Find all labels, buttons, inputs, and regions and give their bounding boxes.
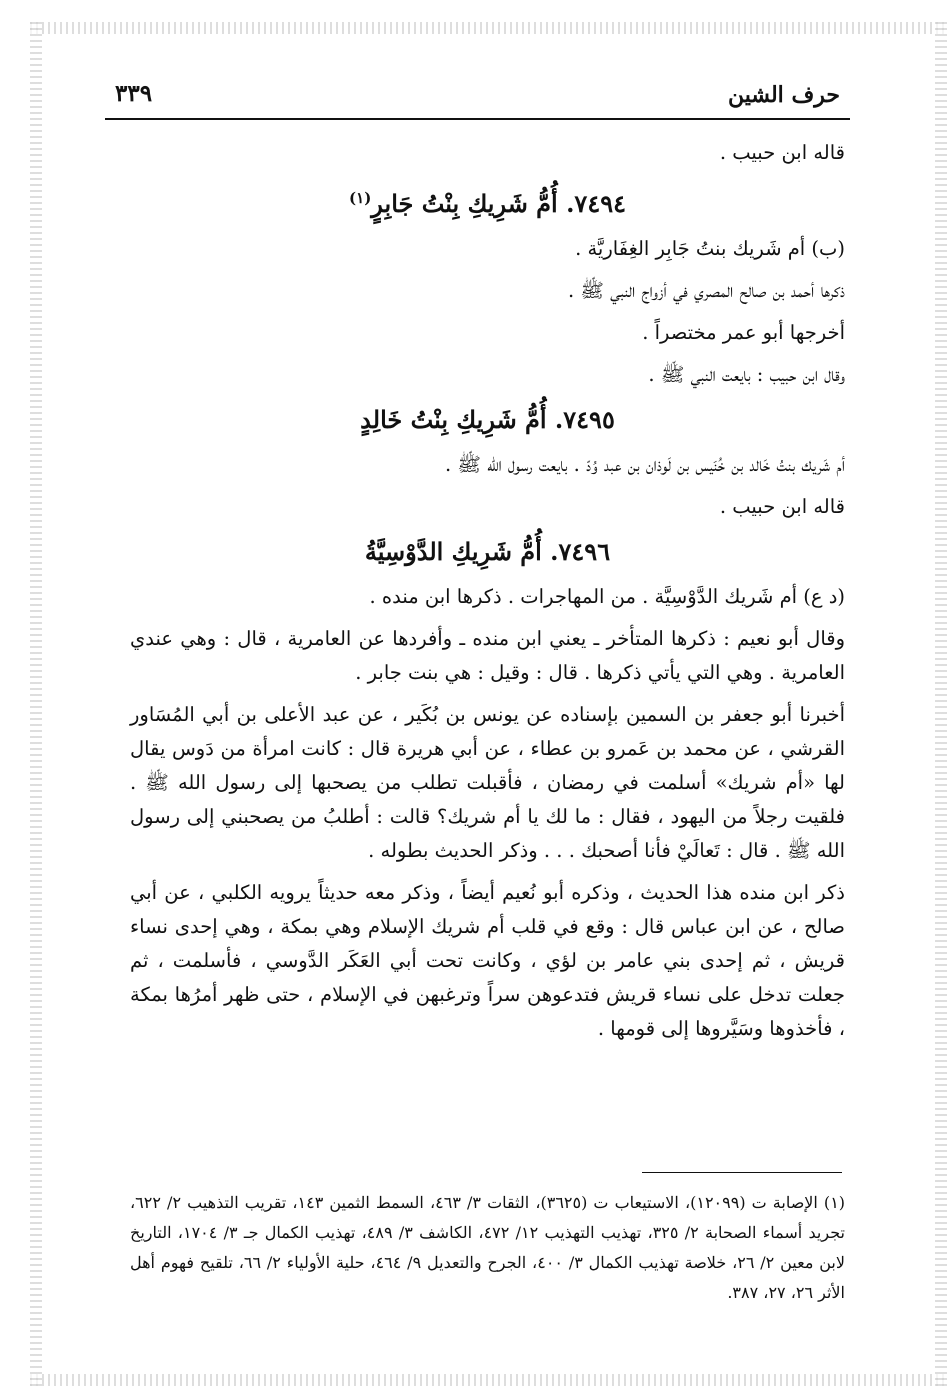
paragraph: قاله ابن حبيب . (719, 141, 845, 164)
paragraph: ذكرها أحمد بن صالح المصري في أزواج النبي ﷺ . (567, 279, 845, 302)
paragraph: أخبرنا أبو جعفر بن السمين بإسناده عن يونس بن بُكَير ، عن عبد الأعلى بن أبي المُسَاور القرشي ، عن محمد بن عَمرو بن عطاء ، عن أبي هريرة قال : كانت امرأة من دَوس يقال لها «أم شريك» أسلمت في رمضان ، فأقبلت تطلب من يصحبها إلى رسول الله ﷺ . فلقيت رجلاً من اليهود ، فقال : ما لك يا أم شريك؟ قالت : أطلبُ من يصحبني إلى رسول الله ﷺ . قال : تَعالَيْ فأنا أصحبك . . . وذكر الحديث بطوله . (130, 703, 845, 862)
decorative-border-top (30, 22, 947, 34)
entry-title-7496: ٧٤٩٦. أُمُّ شَرِيكِ الدَّوْسِيَّةُ (364, 537, 611, 566)
page-header (105, 78, 850, 120)
footnote-divider (642, 1172, 842, 1173)
paragraph: أم شَريك بنتُ خَالد بن خُنَيس بن لَوذان بن عبد وُدّ . بايعت رسول الله ﷺ . (445, 453, 845, 476)
paragraph: أخرجها أبو عمر مختصراً . (642, 321, 845, 344)
entry-title-7494 (130, 178, 845, 224)
footnote: (١) الإصابة ت (١٢٠٩٩)، الاستيعاب ت (٣٦٢٥)، الثقات ٣/ ٤٦٣، السمط الثمين ١٤٣، تقريب التذهيب ٢/ ٦٢٢، تجريد أسماء الصحابة ٢/ ٣٢٥، تهذيب التهذيب ١٢/ ٤٧٢، الكاشف ٣/ ٤٨٩، تهذيب الكمال جـ ٣/ ١٧٠٤، التاريخ لابن معين ٢/ ٢٦، خلاصة تهذيب الكمال ٣/ ٤٠٠، الجرح والتعديل ٩/ ٤٦٤، حلية الأولياء ٢/ ٦٦، تلقيح فهوم أهل الأثر ٢٦، ٢٧، ٣٨٧. (130, 1193, 846, 1302)
entry-title-7495: ٧٤٩٥. أُمُّ شَرِيكِ بِنْتُ خَالِدٍ (360, 405, 615, 434)
footnote-marker: (١) (349, 189, 372, 207)
page-number: ٣٣٩ (115, 80, 153, 107)
paragraph: وقال أبو نعيم : ذكرها المتأخر ـ يعني ابن منده ـ وأفردها عن العامرية ، قال : وهي عندي العامرية . وهي التي يأتي ذكرها . قال : وقيل : هي بنت جابر . (130, 627, 845, 684)
paragraph: (د ع) أم شَريك الدَّوْسِيَّة . من المهاجرات . ذكرها ابن منده . (369, 585, 845, 608)
paragraph: ذكر ابن منده هذا الحديث ، وذكره أبو نُعيم أيضاً ، وذكر معه حديثاً يرويه الكلبي ، عن أبي صالح ، عن ابن عباس قال : وقع في قلب أم شريك الإسلام وهي بمكة ، وهي إحدى نساء قريش ، ثم إحدى بني عامر بن لؤي ، وكانت تحت أبي العَكَر الدَّوسي ، فأسلمت ، ثم جعلت تدخل على نساء قريش فتدعوهن سراً وترغبهن في الإسلام ، حتى ظهر أمرُها بمكة ، فأخذوها وسَيَّروها إلى قومها . (130, 881, 845, 1040)
paragraph: وقال ابن حبيب : بايعت النبي ﷺ . (648, 363, 845, 386)
decorative-border-bottom (30, 1374, 947, 1386)
running-head: حرف الشين (727, 82, 840, 108)
paragraph: قاله ابن حبيب . (719, 495, 845, 518)
paragraph: (ب) أم شَريك بنتُ جَابِر الغِفَاريَّة . (575, 237, 845, 260)
decorative-border-left (30, 22, 42, 1386)
decorative-border-right (935, 22, 947, 1386)
main-text (130, 136, 845, 1054)
entry-title-text: ٧٤٩٤. أُمُّ شَرِيكِ بِنْتُ جَابِرٍ (371, 189, 626, 218)
